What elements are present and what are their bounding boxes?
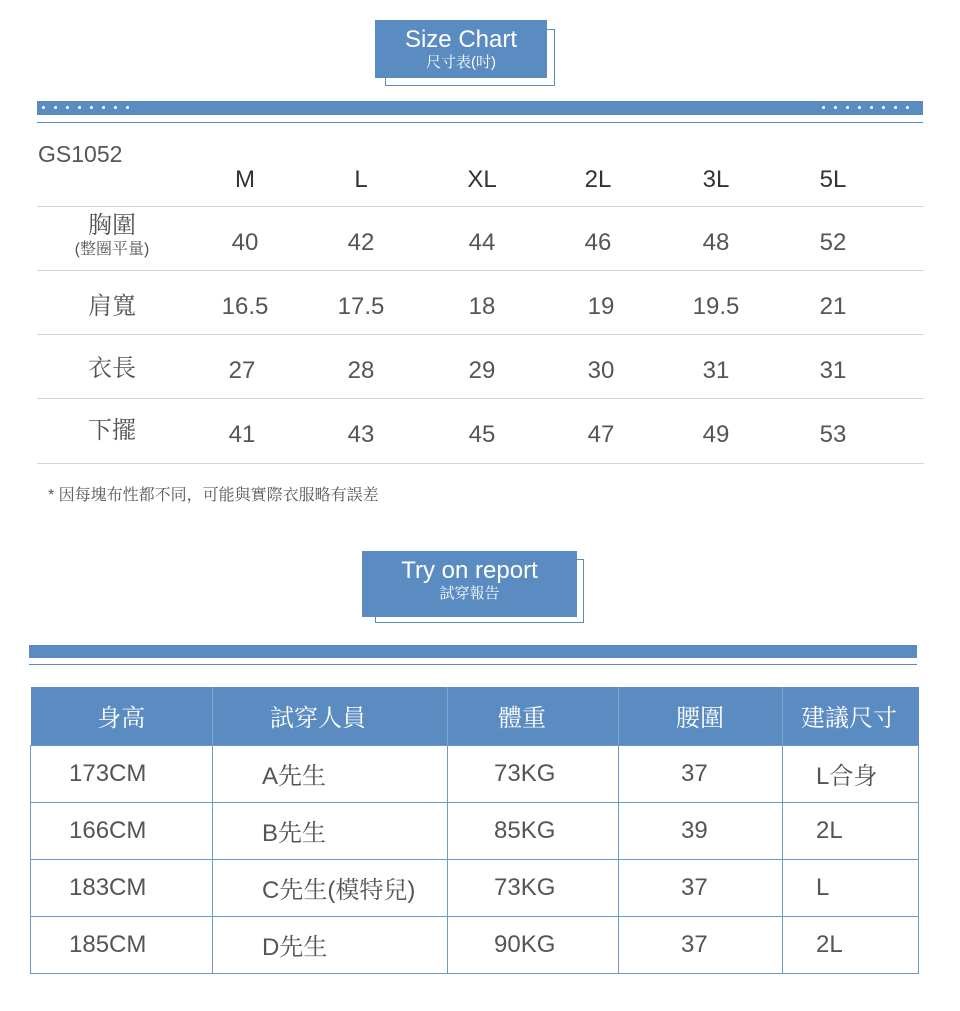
cell-height: 166CM [31, 802, 213, 859]
try-on-header-row [31, 687, 919, 745]
row-label-main: 衣長 [88, 355, 136, 382]
size-value: 21 [819, 293, 847, 320]
row-label-main: 肩寬 [88, 293, 136, 320]
size-value: 46 [584, 229, 612, 256]
cell-size: 2L [783, 916, 919, 973]
cell-tester: A先生 [213, 745, 448, 802]
header-height: 身高 [31, 687, 213, 745]
size-chart-divider-band [37, 101, 923, 115]
row-label [37, 293, 187, 321]
size-value: 28 [347, 357, 375, 384]
size-chart-title: Size Chart [404, 26, 518, 53]
row-label [37, 417, 187, 445]
row-label [37, 212, 187, 260]
size-value: 43 [347, 421, 375, 448]
cell-waist: 37 [619, 916, 783, 973]
try-on-row [31, 859, 919, 916]
header-weight: 體重 [448, 687, 619, 745]
size-value: 19 [587, 293, 615, 320]
size-value: 47 [587, 421, 615, 448]
cell-weight: 90KG [448, 916, 619, 973]
row-label-main: 下擺 [88, 417, 136, 444]
header-recommended-size: 建議尺寸 [783, 687, 919, 745]
row-label-sub: (整圈平量) [74, 241, 150, 258]
size-chart-badge [375, 20, 555, 86]
size-row-hem [37, 398, 924, 464]
size-value: 53 [819, 421, 847, 448]
header-tester: 試穿人員 [213, 687, 448, 745]
cell-size: 2L [783, 802, 919, 859]
size-header: 5L [819, 166, 847, 193]
size-header: XL [467, 166, 497, 193]
cell-tester: D先生 [213, 916, 448, 973]
band-dots-left [42, 106, 138, 110]
cell-weight: 85KG [448, 802, 619, 859]
size-row-chest [37, 206, 924, 270]
cell-size: L合身 [783, 745, 919, 802]
size-value: 40 [231, 229, 259, 256]
size-header: 3L [702, 166, 730, 193]
row-label [37, 355, 187, 383]
try-on-row [31, 916, 919, 973]
try-on-divider-band [29, 645, 917, 658]
try-on-row [31, 802, 919, 859]
band-dots-right [822, 106, 918, 110]
try-on-table [30, 687, 919, 974]
cell-height: 173CM [31, 745, 213, 802]
cell-height: 185CM [31, 916, 213, 973]
size-value: 31 [819, 357, 847, 384]
size-row-length [37, 334, 924, 398]
cell-weight: 73KG [448, 745, 619, 802]
size-disclaimer-note: * 因每塊布性都不同，可能與實際衣服略有誤差 [48, 487, 379, 504]
size-value: 41 [228, 421, 256, 448]
size-header: M [235, 166, 255, 193]
size-value: 30 [587, 357, 615, 384]
header-waist: 腰圍 [619, 687, 783, 745]
size-header: 2L [584, 166, 612, 193]
size-value: 44 [468, 229, 496, 256]
try-on-title: Try on report [401, 557, 538, 584]
cell-weight: 73KG [448, 859, 619, 916]
size-value: 31 [702, 357, 730, 384]
size-value: 29 [468, 357, 496, 384]
cell-tester: B先生 [213, 802, 448, 859]
size-value: 49 [702, 421, 730, 448]
cell-waist: 37 [619, 859, 783, 916]
size-value: 17.5 [337, 293, 385, 320]
size-chart-subtitle: 尺寸表(吋) [426, 54, 496, 71]
cell-tester: C先生(模特兒) [213, 859, 448, 916]
size-value: 19.5 [692, 293, 740, 320]
size-chart-divider-line [37, 122, 923, 123]
cell-waist: 39 [619, 802, 783, 859]
size-value: 45 [468, 421, 496, 448]
size-value: 52 [819, 229, 847, 256]
size-value: 16.5 [221, 293, 269, 320]
product-code: GS1052 [38, 141, 123, 167]
try-on-row [31, 745, 919, 802]
size-value: 27 [228, 357, 256, 384]
cell-size: L [783, 859, 919, 916]
try-on-subtitle: 試穿報告 [439, 585, 500, 602]
cell-height: 183CM [31, 859, 213, 916]
size-row-shoulder [37, 270, 924, 334]
try-on-report-badge [362, 551, 584, 623]
try-on-divider-line [29, 664, 917, 665]
cell-waist: 37 [619, 745, 783, 802]
size-value: 42 [347, 229, 375, 256]
row-label-main: 胸圍 [88, 212, 136, 239]
size-value: 18 [468, 293, 496, 320]
size-value: 48 [702, 229, 730, 256]
size-header: L [354, 166, 368, 193]
